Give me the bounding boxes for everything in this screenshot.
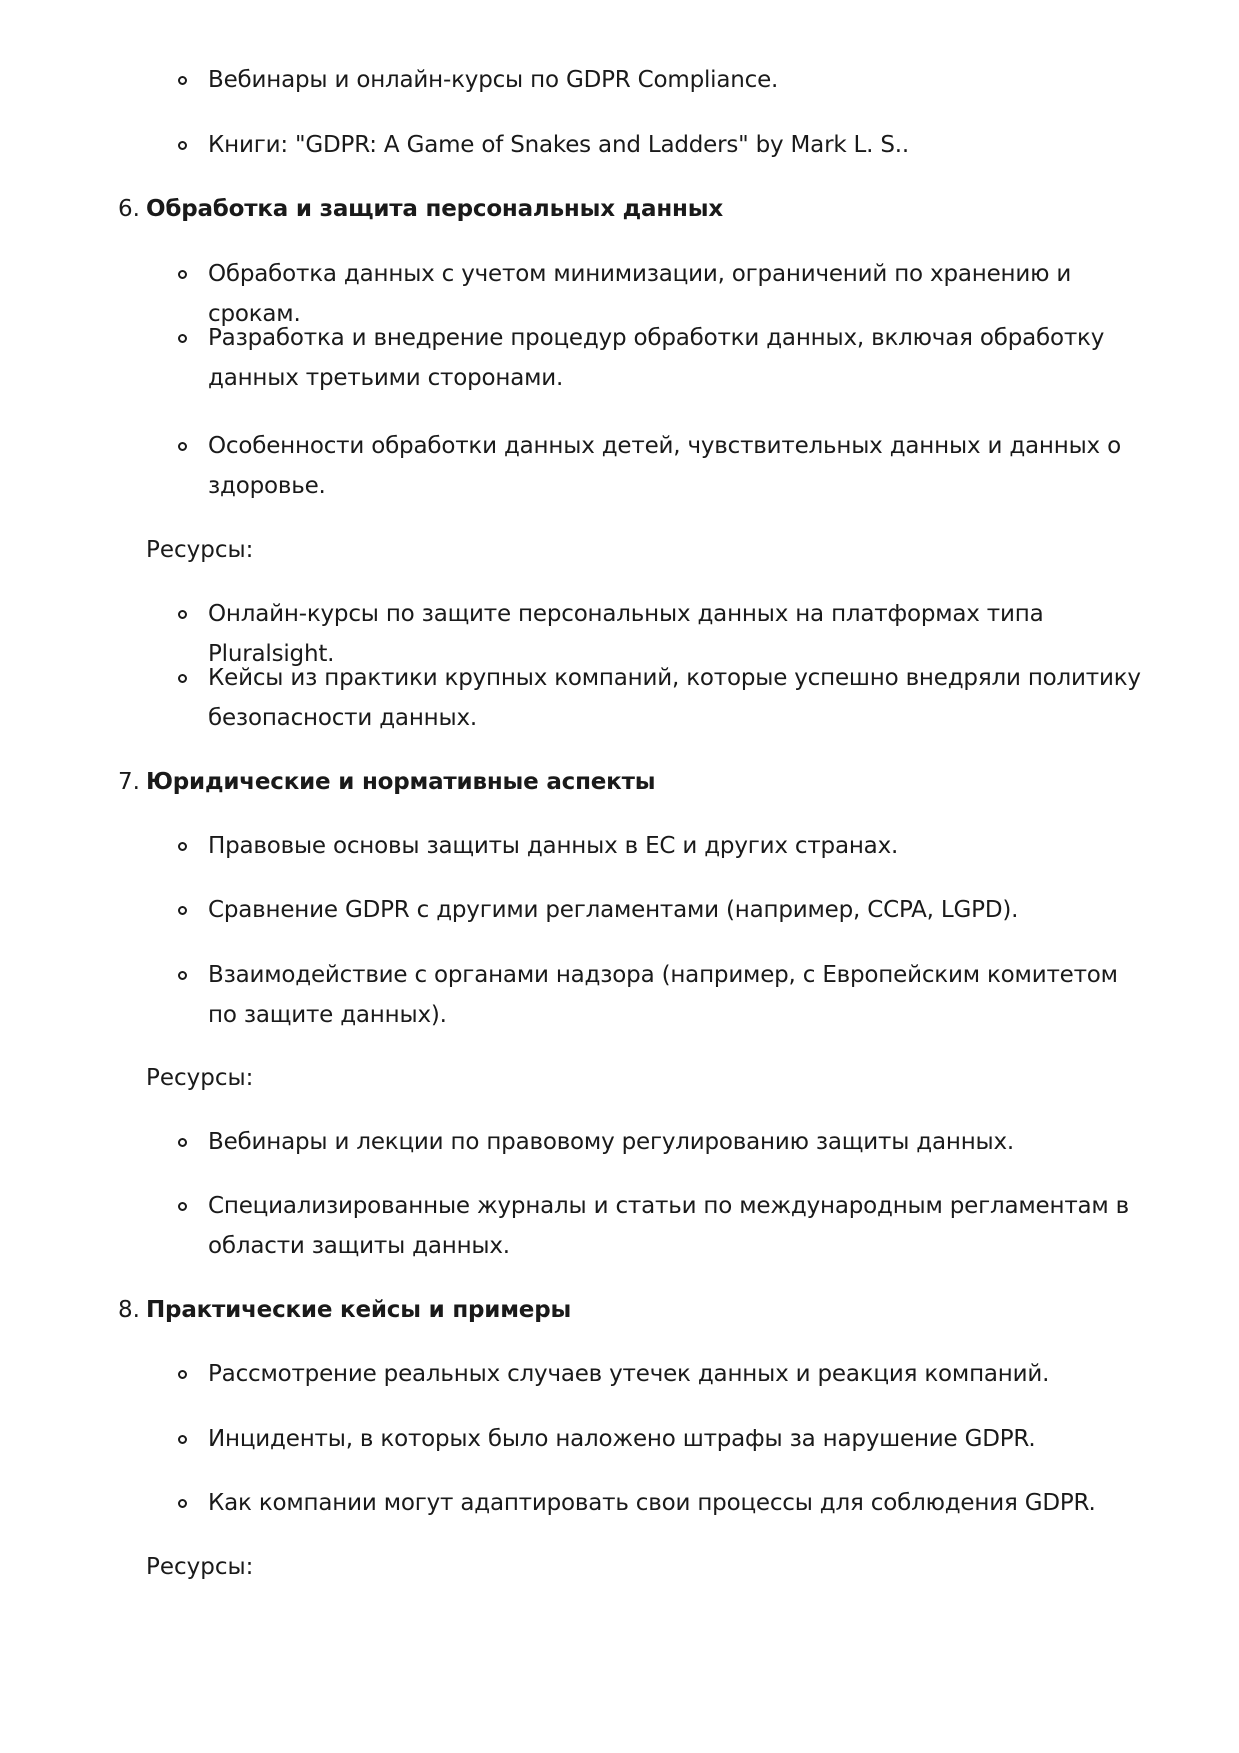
list-item-text: Онлайн-курсы по защите персональных данных на платформах типа Pluralsight. (208, 601, 1044, 667)
section-title: Юридические и нормативные аспекты (146, 769, 656, 795)
hollow-bullet-icon (178, 971, 187, 980)
list-item-text: Вебинары и лекции по правовому регулированию защиты данных. (208, 1129, 1015, 1155)
section-number: 6. (118, 196, 140, 222)
hollow-bullet-icon (178, 442, 187, 451)
hollow-bullet-icon (178, 1202, 187, 1211)
hollow-bullet-icon (178, 906, 187, 915)
section-title: Обработка и защита персональных данных (146, 196, 723, 222)
list-item-text: Рассмотрение реальных случаев утечек данных и реакция компаний. (208, 1361, 1050, 1387)
hollow-bullet-icon (178, 141, 187, 150)
list-item-text: Кейсы из практики крупных компаний, которые успешно внедряли политику безопасности данных. (208, 665, 1141, 731)
list-item-text: Вебинары и онлайн-курсы по GDPR Compliance. (208, 67, 779, 93)
list-item-text: Инциденты, в которых было наложено штрафы за нарушение GDPR. (208, 1426, 1036, 1452)
resources-label: Ресурсы: (146, 537, 254, 563)
hollow-bullet-icon (178, 1370, 187, 1379)
hollow-bullet-icon (178, 334, 187, 343)
list-item-text: Специализированные журналы и статьи по международным регламентам в области защиты данных. (208, 1193, 1130, 1259)
hollow-bullet-icon (178, 76, 187, 85)
list-item-text: Взаимодействие с органами надзора (например, с Европейским комитетом по защите данных). (208, 962, 1118, 1028)
list-item-text: Книги: "GDPR: A Game of Snakes and Ladders" by Mark L. S.. (208, 132, 910, 158)
section-number: 8. (118, 1297, 140, 1323)
list-item-text: Обработка данных с учетом минимизации, ограничений по хранению и срокам. (208, 261, 1072, 327)
hollow-bullet-icon (178, 1435, 187, 1444)
section-title: Практические кейсы и примеры (146, 1297, 572, 1323)
list-item-text: Правовые основы защиты данных в ЕС и других странах. (208, 833, 899, 859)
list-item-text: Сравнение GDPR с другими регламентами (например, CCPA, LGPD). (208, 897, 1019, 923)
section-number: 7. (118, 769, 140, 795)
hollow-bullet-icon (178, 1138, 187, 1147)
hollow-bullet-icon (178, 674, 187, 683)
resources-label: Ресурсы: (146, 1065, 254, 1091)
list-item-text: Особенности обработки данных детей, чувствительных данных и данных о здоровье. (208, 433, 1121, 499)
list-item-text: Разработка и внедрение процедур обработки данных, включая обработку данных третьими сторонами. (208, 325, 1105, 391)
list-item-text: Как компании могут адаптировать свои процессы для соблюдения GDPR. (208, 1490, 1096, 1516)
hollow-bullet-icon (178, 270, 187, 279)
hollow-bullet-icon (178, 1499, 187, 1508)
resources-label: Ресурсы: (146, 1554, 254, 1580)
hollow-bullet-icon (178, 610, 187, 619)
hollow-bullet-icon (178, 842, 187, 851)
